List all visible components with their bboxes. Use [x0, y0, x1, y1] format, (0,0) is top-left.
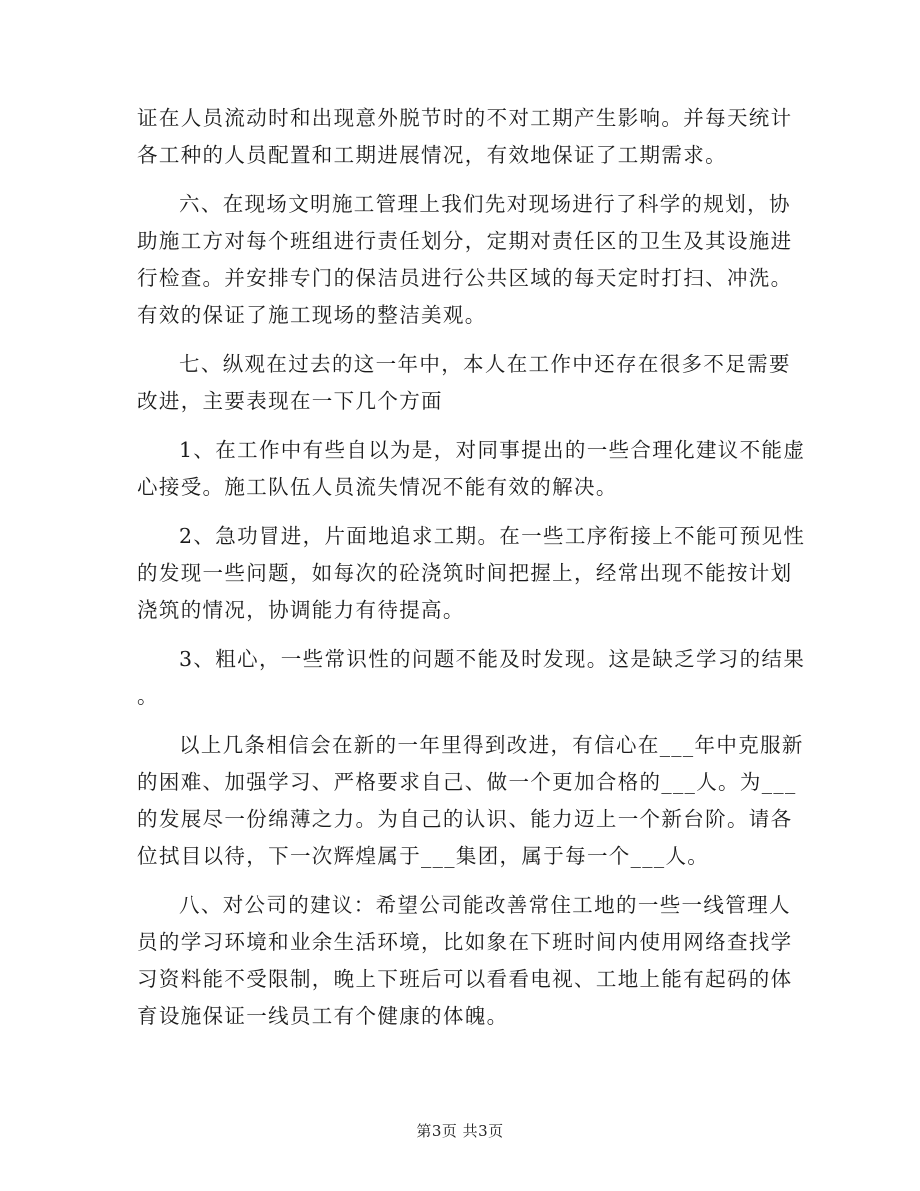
text-line: 有效的保证了施工现场的整洁美观。: [137, 303, 487, 327]
page-footer: 第3页 共3页: [416, 1122, 504, 1140]
paragraph-spacer: [137, 334, 787, 346]
text-line: 员的学习环境和业余生活环境，比如象在下班时间内使用网络查找学: [137, 930, 793, 954]
text-line: 改进，主要表现在一下几个方面: [137, 389, 443, 413]
text-line: 各工种的人员配置和工期进展情况，有效地保证了工期需求。: [137, 143, 727, 167]
text-line: 以上几条相信会在新的一年里得到改进，有信心在___年中克服新: [179, 733, 804, 757]
paragraph-spacer: [137, 506, 787, 518]
text-line: 3、粗心，一些常识性的问题不能及时发现。这是缺乏学习的结果: [179, 647, 806, 671]
paragraph: [137, 887, 793, 1035]
paragraph: [137, 727, 804, 875]
text-line: 习资料能不受限制，晚上下班后可以看看电视、工地上能有起码的体: [137, 967, 793, 991]
paragraph-spacer: [137, 174, 787, 186]
text-line: 六、在现场文明施工管理上我们先对现场进行了科学的规划，协: [179, 192, 791, 216]
document-body: [137, 100, 806, 1035]
text-line: 七、纵观在过去的这一年中，本人在工作中还存在很多不足需要: [179, 352, 791, 376]
text-line: 位拭目以待，下一次辉煌属于___集团，属于每一个___人。: [137, 844, 710, 868]
text-line: 心接受。施工队伍人员流失情况不能有效的解决。: [137, 475, 618, 499]
text-line: 助施工方对每个班组进行责任划分，定期对责任区的卫生及其设施进: [137, 229, 793, 253]
text-line: 浇筑的情况，协调能力有待提高。: [137, 598, 465, 622]
paragraph: [137, 186, 793, 334]
paragraph: [137, 641, 806, 715]
paragraph-spacer: [137, 629, 787, 641]
text-line: 行检查。并安排专门的保洁员进行公共区域的每天定时打扫、冲洗。: [137, 266, 793, 290]
text-line: 。: [137, 684, 159, 708]
text-line: 的发展尽一份绵薄之力。为自己的认识、能力迈上一个新台阶。请各: [137, 807, 793, 831]
paragraph-spacer: [137, 715, 787, 727]
paragraph: [137, 346, 791, 420]
text-line: 1、在工作中有些自以为是，对同事提出的一些合理化建议不能虚: [179, 438, 806, 462]
text-line: 八、对公司的建议：希望公司能改善常住工地的一些一线管理人: [179, 893, 791, 917]
paragraph: [137, 432, 806, 506]
text-line: 的困难、加强学习、严格要求自己、做一个更加合格的___人。为___: [137, 770, 797, 794]
text-line: 证在人员流动时和出现意外脱节时的不对工期产生影响。并每天统计: [137, 106, 793, 130]
text-line: 2、急功冒进，片面地追求工期。在一些工序衔接上不能可预见性: [179, 524, 806, 548]
paragraph: [137, 518, 806, 629]
paragraph-spacer: [137, 420, 787, 432]
text-line: 育设施保证一线员工有个健康的体魄。: [137, 1004, 509, 1028]
text-line: 的发现一些问题，如每次的砼浇筑时间把握上，经常出现不能按计划: [137, 561, 793, 585]
paragraph-spacer: [137, 875, 787, 887]
paragraph: [137, 100, 793, 174]
